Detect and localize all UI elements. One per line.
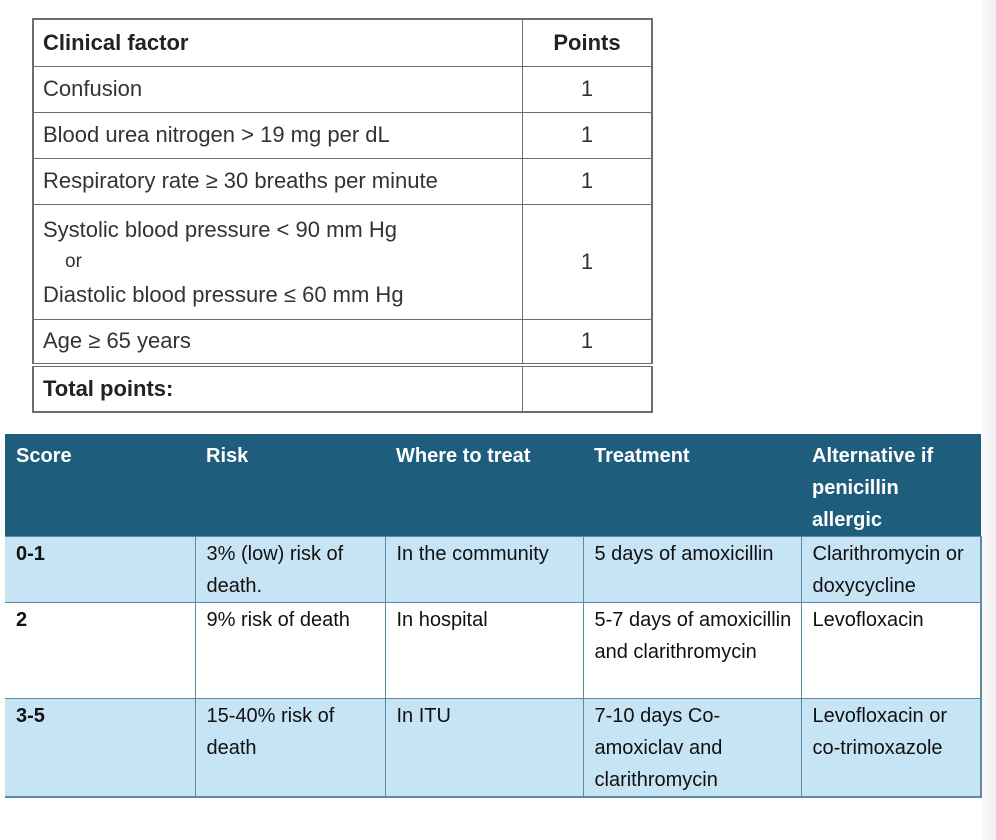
curb65-table: [32, 18, 653, 413]
table-row: [5, 537, 981, 603]
curb65-row-age: [33, 319, 652, 365]
score-cell: 3-5: [5, 699, 195, 798]
systolic-line: Systolic blood pressure < 90 mm Hg: [43, 216, 397, 242]
points-cell: 1: [523, 319, 653, 365]
total-points-value: [523, 365, 653, 412]
treatment-cell: 5 days of amoxicillin: [583, 537, 801, 603]
diastolic-line: Diastolic blood pressure ≤ 60 mm Hg: [43, 281, 404, 307]
curb65-total-row: [33, 365, 652, 412]
treatment-header-row: [5, 434, 981, 537]
factor-cell: Respiratory rate ≥ 30 breaths per minute: [33, 158, 523, 204]
where-cell: In ITU: [385, 699, 583, 798]
treatment-table: [5, 434, 982, 798]
table-row: [5, 603, 981, 699]
alternative-header: Alternative if penicillin allergic: [801, 434, 981, 537]
curb65-row-confusion: [33, 66, 652, 112]
alternative-cell: Clarithromycin or doxycycline: [801, 537, 981, 603]
treatment-cell: 7-10 days Co-amoxiclav and clarithromycin: [583, 699, 801, 798]
points-cell: 1: [523, 112, 653, 158]
where-cell: In the community: [385, 537, 583, 603]
score-cell: 2: [5, 603, 195, 699]
factor-cell: Age ≥ 65 years: [33, 319, 523, 365]
score-cell: 0-1: [5, 537, 195, 603]
points-cell: 1: [523, 66, 653, 112]
or-line: or: [65, 250, 82, 272]
curb65-row-blood-pressure: [33, 204, 652, 319]
curb65-row-urea: [33, 112, 652, 158]
factor-cell: Confusion: [33, 66, 523, 112]
where-cell: In hospital: [385, 603, 583, 699]
points-cell: 1: [523, 204, 653, 319]
score-header: Score: [5, 434, 195, 537]
alternative-cell: Levofloxacin: [801, 603, 981, 699]
treatment-cell: 5-7 days of amoxicillin and clarithromycin: [583, 603, 801, 699]
risk-header: Risk: [195, 434, 385, 537]
factor-cell: Blood urea nitrogen > 19 mg per dL: [33, 112, 523, 158]
clinical-factor-header: Clinical factor: [33, 19, 523, 66]
points-header: Points: [523, 19, 653, 66]
alternative-cell: Levofloxacin or co-trimoxazole: [801, 699, 981, 798]
points-cell: 1: [523, 158, 653, 204]
curb65-row-respiratory: [33, 158, 652, 204]
where-to-treat-header: Where to treat: [385, 434, 583, 537]
page-edge: [982, 0, 996, 840]
table-row: [5, 699, 981, 798]
risk-cell: 3% (low) risk of death.: [195, 537, 385, 603]
total-points-label: Total points:: [33, 365, 523, 412]
treatment-header: Treatment: [583, 434, 801, 537]
risk-cell: 15-40% risk of death: [195, 699, 385, 798]
risk-cell: 9% risk of death: [195, 603, 385, 699]
curb65-header-row: [33, 19, 652, 66]
factor-cell: [33, 204, 523, 319]
